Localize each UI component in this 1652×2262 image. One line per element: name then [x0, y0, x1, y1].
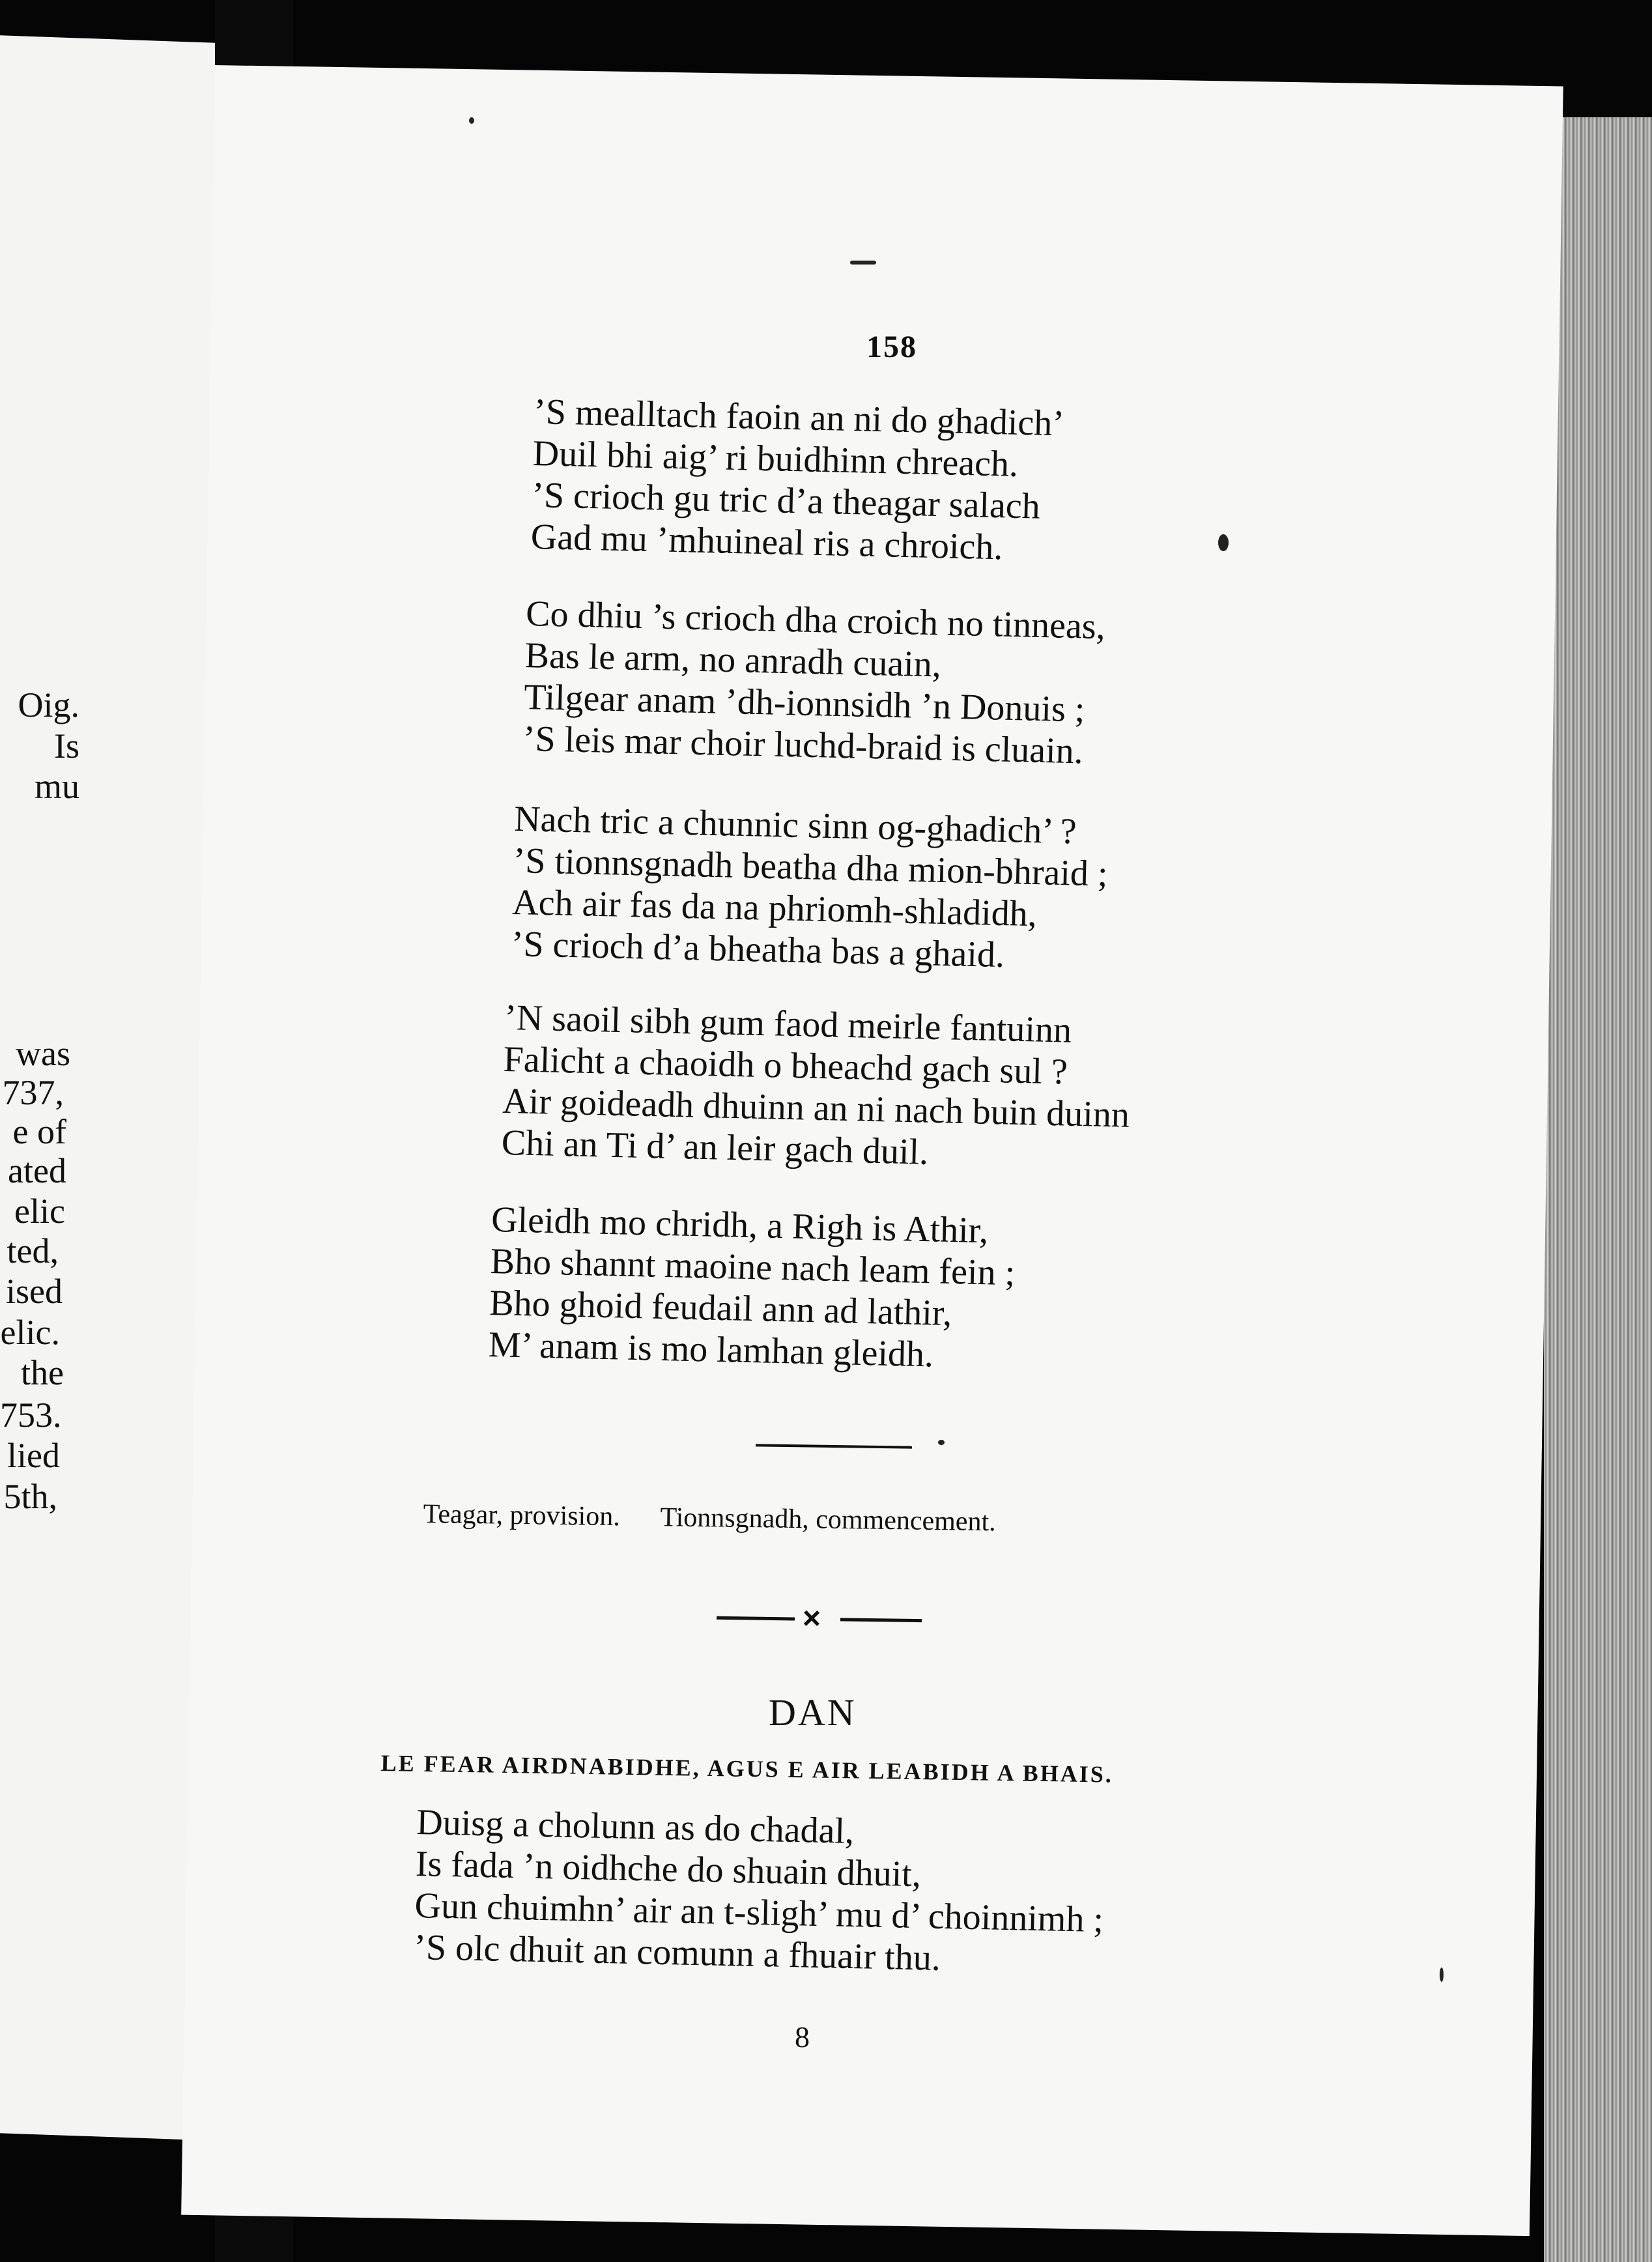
- verse-line: Bas le arm, no anradh cuain,: [524, 635, 942, 685]
- verse-line: Tilgear anam ’dh-ionnsidh ’n Donuis ;: [523, 676, 1086, 730]
- left-page-fragment: Is: [54, 726, 79, 766]
- stanza-3: [511, 798, 1109, 979]
- section-stanza: [414, 1801, 1106, 1983]
- left-page-fragment: the: [21, 1353, 64, 1392]
- verse-line: ’S olc dhuit an comunn a fhuair thu.: [413, 1926, 941, 1979]
- left-page-fragment: 753.: [0, 1396, 62, 1435]
- verse-line: Duisg a cholunn as do chadal,: [416, 1801, 855, 1852]
- left-page-fragment: mu: [34, 767, 79, 806]
- verse-line: Falicht a chaoidh o bheachd gach sul ?: [503, 1038, 1068, 1093]
- scan-speck: [850, 261, 876, 265]
- verse-line: ’S mealltach faoin an ni do ghadich’: [533, 391, 1065, 444]
- left-page-fragment: 737,: [2, 1073, 64, 1112]
- verse-line: Nach tric a chunnic sinn og-ghadich’ ?: [513, 798, 1077, 852]
- scan-speck: [469, 117, 474, 124]
- verse-line: Ach air fas da na phriomh-shladidh,: [511, 881, 1038, 935]
- verse-line: Gun chuimhn’ air an t-sligh’ mu d’ choinnimh ;: [414, 1885, 1104, 1941]
- verse-line: ’S crioch gu tric d’a theagar salach: [531, 474, 1041, 527]
- page-edges: [1544, 117, 1652, 2262]
- left-page-fragment: lied: [7, 1436, 60, 1475]
- verse-line: Duil bhi aig’ ri buidhinn chreach.: [532, 433, 1019, 485]
- left-page-fragment: ated: [8, 1151, 66, 1190]
- footnote: Tionnsgnadh, commencement.: [660, 1502, 996, 1538]
- verse-line: M’ anam is mo lamhan gleidh.: [488, 1324, 934, 1375]
- left-page-fragment: ised: [6, 1272, 63, 1311]
- ornament-divider: [717, 1601, 926, 1636]
- left-page-fragment: elic.: [0, 1313, 60, 1352]
- signature-mark: 8: [795, 2020, 810, 2054]
- verse-line: ’N saoil sibh gum faod meirle fantuinn: [504, 997, 1072, 1051]
- verse-line: Gad mu ’mhuineal ris a chroich.: [530, 516, 1004, 568]
- left-page-fragment: e of: [12, 1112, 66, 1151]
- verse-line: Bho ghoid feudail ann ad lathir,: [489, 1282, 952, 1334]
- scan-speck: [1218, 534, 1229, 551]
- verse-line: Gleidh mo chridh, a Righ is Athir,: [491, 1199, 989, 1252]
- verse-line: ’S tionnsgnadh beatha dha mion-bhraid ;: [513, 840, 1109, 895]
- left-page-fragment: ted,: [7, 1231, 59, 1270]
- scan-speck: [1440, 1968, 1444, 1982]
- left-page-fragment: 5th,: [3, 1477, 57, 1516]
- verse-line: Bho shannt maoine nach leam fein ;: [490, 1240, 1016, 1294]
- stanza-4: [501, 997, 1132, 1178]
- ornament-line: [840, 1618, 922, 1622]
- footnote: Teagar, provision.: [423, 1499, 621, 1532]
- stanza-5: [488, 1199, 1016, 1377]
- verse-line: Is fada ’n oidhche do shuain dhuit,: [415, 1843, 922, 1895]
- section-subtitle: LE FEAR AIRDNABIDHE, AGUS E AIR LEABIDH A BHAIS.: [380, 1749, 1114, 1788]
- verse-line: Chi an Ti d’ an leir gach duil.: [501, 1122, 929, 1173]
- stanza-1: [530, 391, 1064, 569]
- scan-speck: [938, 1440, 945, 1445]
- ornament-line: [717, 1616, 795, 1621]
- verse-line: Co dhiu ’s crioch dha croich no tinneas,: [525, 593, 1106, 648]
- left-page-fragment: elic: [14, 1192, 65, 1231]
- ornament-cross: ×: [802, 1601, 821, 1636]
- section-title: DAN: [769, 1691, 857, 1734]
- left-page-fragment: Oig.: [18, 685, 79, 724]
- left-page-fragment: was: [16, 1034, 70, 1073]
- page-number: 158: [866, 330, 917, 364]
- verse-line: ’S leis mar choir luchd-braid is cluain.: [522, 718, 1084, 772]
- verse-line: Air goideadh dhuinn an ni nach buin duinn: [502, 1080, 1130, 1136]
- verse-line: ’S crioch d’a bheatha bas a ghaid.: [511, 923, 1005, 976]
- stanza-2: [522, 593, 1105, 773]
